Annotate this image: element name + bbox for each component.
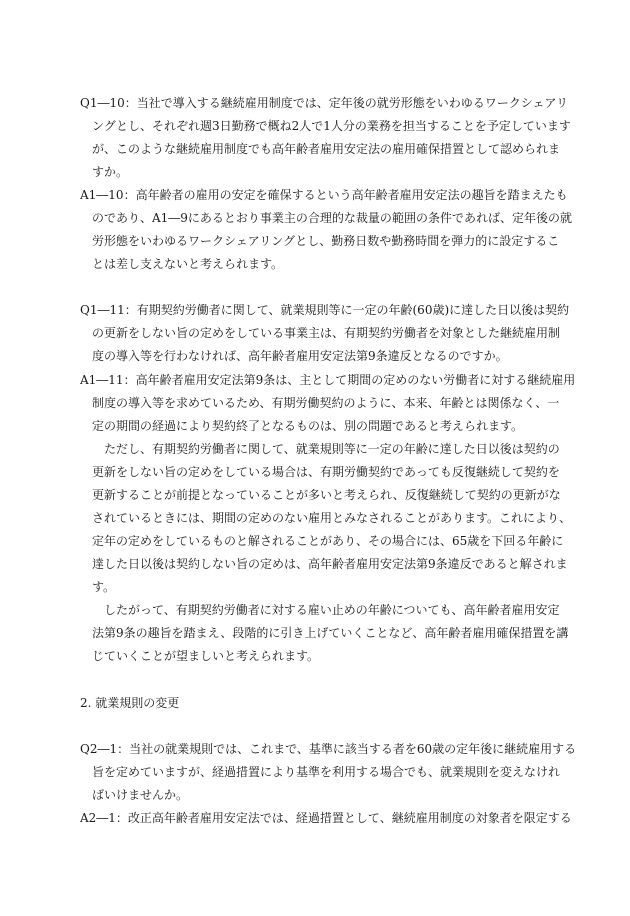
section-heading: 2. 就業規則の変更 bbox=[80, 696, 180, 710]
a1-11-line-10: す。 bbox=[92, 580, 116, 594]
a1-10-line-1: A1―10：高年齢者の雇用の安定を確保するという高年齢者雇用安定法の趣旨を踏まえたも bbox=[80, 188, 568, 202]
q2-1-line-2: 旨を定めていますが、経過措置により基準を利用する場合でも、就業規則を変えなけれ bbox=[92, 765, 561, 779]
a1-11-line-11: したがって、有期契約労働者に対する雇い止めの年齢についても、高年齢者雇用安定 bbox=[92, 603, 560, 617]
q1-11-line-3: 度の導入等を行わなければ、高年齢者雇用安定法第9条違反となるのですか。 bbox=[92, 349, 508, 363]
a1-10-line-4: とは差し支えないと考えられます。 bbox=[92, 257, 284, 271]
a2-1-line-1: A2―1：改正高年齢者雇用安定法では、経過措置として、継続雇用制度の対象者を限定する bbox=[80, 811, 572, 825]
q2-1-line-1: Q2―1：当社の就業規則では、これまで、基準に該当する者を60歳の定年後に継続雇用する bbox=[80, 742, 577, 756]
a1-11-line-7: されているときには、期間の定めのない雇用とみなされることがあります。これにより、 bbox=[92, 511, 572, 525]
a1-11-line-4: ただし、有期契約労働者に関して、就業規則等に一定の年齢に達した日以後は契約の bbox=[92, 442, 560, 456]
a1-11-line-8: 定年の定めをしているものと解されることがあり、その場合には、65歳を下回る年齢に bbox=[92, 534, 564, 548]
a1-11-line-12: 法第9条の趣旨を踏まえ、段階的に引き上げていくことなど、高年齢者雇用確保措置を講 bbox=[92, 626, 569, 640]
a1-11-line-5: 更新をしない旨の定めをしている場合は、有期労働契約であっても反復継続して契約を bbox=[92, 465, 560, 479]
a1-10-line-2: のであり、A1―9にあるとおり事業主の合理的な裁量の範囲の条件であれば、定年後の就 bbox=[92, 211, 572, 225]
q1-11-line-1: Q1―11：有期契約労働者に関して、就業規則等に一定の年齢(60歳)に達した日以後は契約 bbox=[80, 303, 570, 317]
a1-11-line-1: A1―11：高年齢者雇用安定法第9条は、主として期間の定めのない労働者に対する継続雇用 bbox=[80, 373, 576, 387]
q1-10-line-1: Q1―10：当社で導入する継続雇用制度では、定年後の就労形態をいわゆるワークシェアリ bbox=[80, 96, 569, 110]
q1-10-line-3: が、このような継続雇用制度でも高年齢者雇用安定法の雇用確保措置として認められま bbox=[92, 142, 561, 156]
a1-11-line-2: 制度の導入等を求めているため、有期労働契約のように、本来、年齢とは関係なく、一 bbox=[92, 396, 560, 410]
a1-10-line-3: 労形態をいわゆるワークシェアリングとし、勤務日数や勤務時間を弾力的に設定するこ bbox=[92, 234, 560, 248]
q1-10-line-2: ングとし、それぞれ週3日勤務で概ね2人で1人分の業務を担当することを予定しています bbox=[92, 119, 571, 133]
a1-11-line-6: 更新することが前提となっていることが多いと考えられ、反復継続して契約の更新がな bbox=[92, 488, 561, 502]
q1-11-line-2: の更新をしない旨の定めをしている事業主は、有期契約労働者を対象とした継続雇用制 bbox=[92, 326, 561, 340]
q1-10-line-4: すか。 bbox=[92, 165, 129, 179]
q2-1-line-3: ばいけませんか。 bbox=[92, 788, 189, 802]
a1-11-line-3: 定の期間の経過により契約終了となるものは、別の問題であると考えられます。 bbox=[92, 419, 524, 433]
a1-11-line-13: じていくことが望ましいと考えられます。 bbox=[92, 649, 320, 663]
a1-11-line-9: 達した日以後は契約しない旨の定めは、高年齢者雇用安定法第9条違反であると解されま bbox=[92, 557, 568, 571]
